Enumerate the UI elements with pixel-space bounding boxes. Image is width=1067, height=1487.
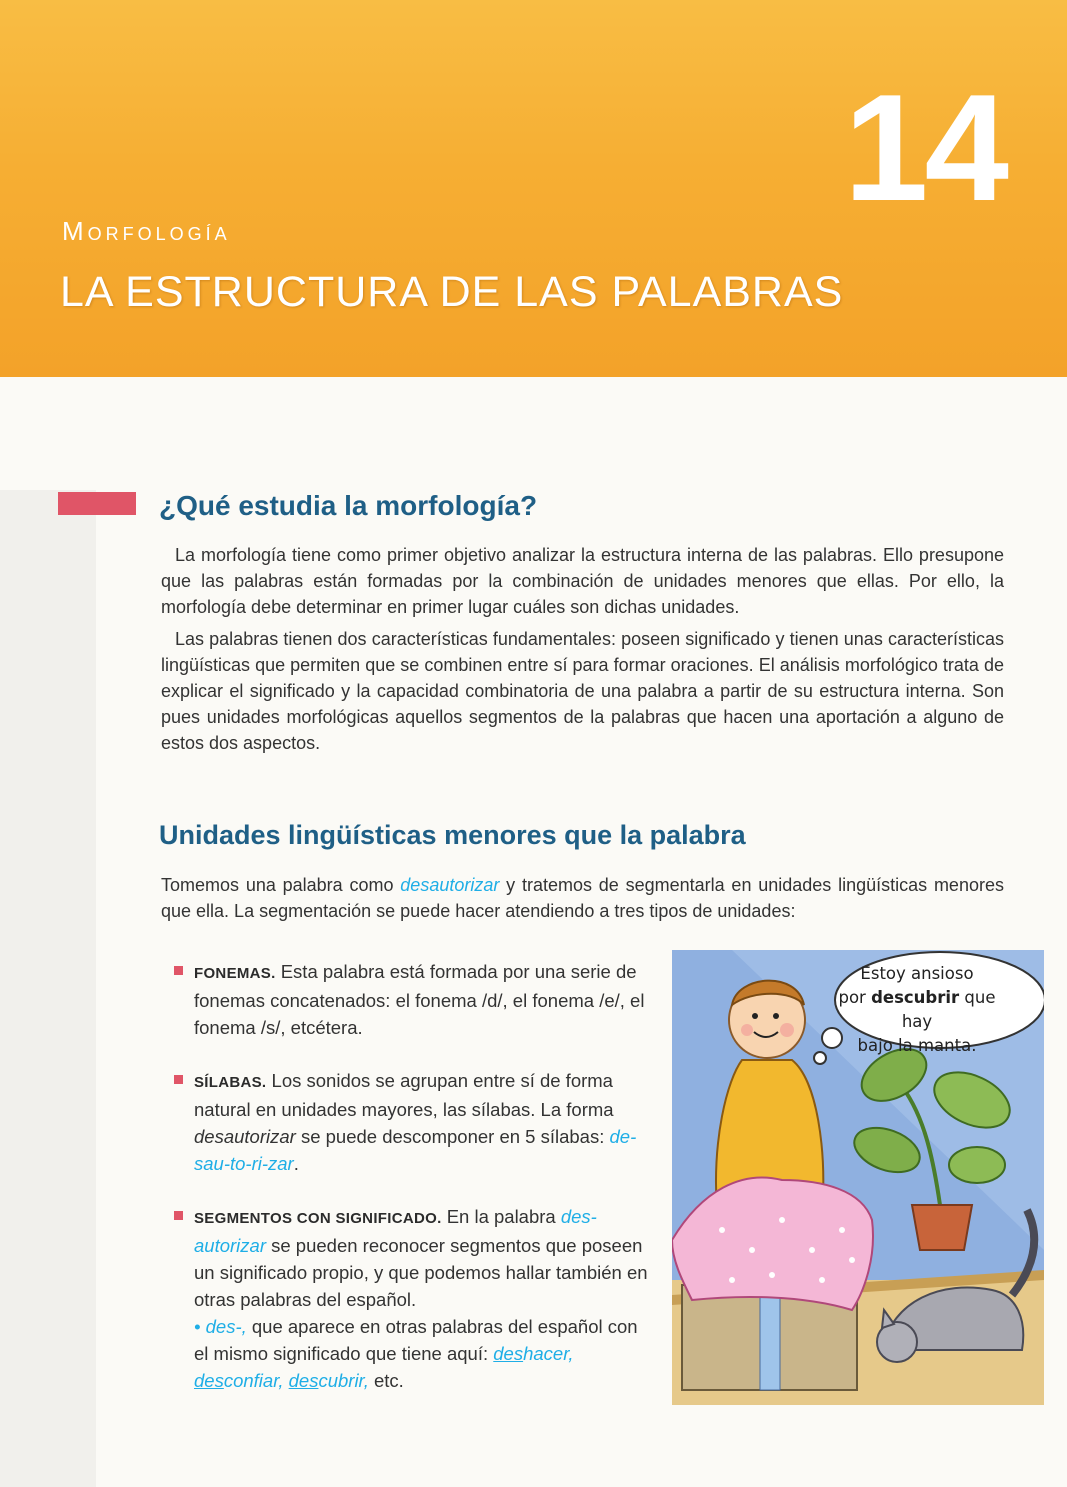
speech-bubble-text xyxy=(822,962,1012,1058)
fonemas-text: Esta palabra está formada por una serie de fonemas concatenados: el fonema /d/, el fonema /e/, el fonema /s/, etcétera. xyxy=(194,961,645,1038)
bubble-line-1: Estoy ansioso xyxy=(860,964,974,983)
term-segmentos: SEGMENTOS CON SIGNIFICADO. xyxy=(194,1210,442,1227)
silabas-text-2: se puede descomponer en 5 sílabas: xyxy=(300,1126,605,1147)
example-prefix: des xyxy=(288,1370,319,1391)
chapter-kicker: Morfología xyxy=(62,216,231,246)
example-descubrir xyxy=(289,1370,369,1391)
term-silabas: SÍLABAS. xyxy=(194,1074,267,1091)
sub-item-des xyxy=(194,1316,638,1391)
intro-text-after: y tratemos de segmentarla en unidades lingüísticas menores que ella. La segmentación se puede hacer atendiendo a tres tipos de unidades: xyxy=(161,875,1004,921)
bubble-line-2c: que hay xyxy=(901,988,996,1031)
silabas-end: . xyxy=(293,1153,299,1174)
intro-text-before: Tomemos una palabra como xyxy=(161,875,394,895)
list-item-fonemas xyxy=(174,958,652,1041)
examples-etc: etc. xyxy=(373,1370,404,1391)
paragraph-2: Las palabras tienen dos características fundamentales: poseen significado y tienen unas características lingüísticas que permiten que se combinen entre sí para formar oraciones. El análisis morfológico trata de explicar el significado y la capacidad combinatoria de una palabra a partir de su estructura interna. Son pues unidades morfológicas aquellos segmentos de la palabras que hacen una aportación a alguno de estos dos aspectos. xyxy=(161,629,1004,753)
term-fonemas: FONEMAS. xyxy=(194,965,276,982)
highlight-word: desautorizar xyxy=(400,875,500,895)
example-deshacer xyxy=(493,1343,573,1364)
segmentos-text: En la palabra xyxy=(446,1206,556,1227)
paragraph-1: La morfología tiene como primer objetivo analizar la estructura interna de las palabras. Ello presupone que las palabras están formadas por la combinación de unidades menores que ellas. Por ello, la morfología debe determinar en primer lugar cuáles son dichas unidades. xyxy=(161,545,1004,617)
example-rest: confiar, xyxy=(223,1370,284,1391)
example-rest: hacer, xyxy=(523,1343,574,1364)
syllable-split: de-sau-to-ri-zar xyxy=(194,1126,637,1174)
bubble-line-2a: por xyxy=(838,988,866,1007)
chapter-number: 14 xyxy=(843,63,1005,233)
bullet-square-icon xyxy=(174,1075,183,1084)
sub-prefix: • des-, xyxy=(194,1316,247,1337)
example-prefix: des xyxy=(194,1370,224,1391)
list-item-silabas xyxy=(174,1067,652,1177)
section-marker xyxy=(58,492,136,515)
example-rest: cubrir, xyxy=(318,1370,369,1391)
bubble-line-2b: descubrir xyxy=(871,988,960,1007)
silabas-text: Los sonidos se agrupan entre sí de forma natural en unidades mayores, las sílabas. La forma xyxy=(194,1070,614,1120)
segmentos-text-2: se pueden reconocer segmentos que poseen un significado propio, y que podemos hallar también en otras palabras del español. xyxy=(194,1235,648,1310)
example-desconfiar xyxy=(194,1370,283,1391)
bullet-square-icon xyxy=(174,1211,183,1220)
silabas-word: desautorizar xyxy=(194,1126,296,1147)
left-margin-strip xyxy=(0,490,96,1487)
bullet-square-icon xyxy=(174,966,183,975)
example-prefix: des xyxy=(493,1343,524,1364)
section-heading-morfologia: ¿Qué estudia la morfología? xyxy=(159,490,538,521)
sub-text: que aparece en otras palabras del español con el mismo significado que tiene aquí: xyxy=(194,1316,638,1364)
list-item-segmentos xyxy=(174,1203,652,1394)
unit-list xyxy=(174,958,652,1420)
bubble-line-3: bajo la manta. xyxy=(857,1036,977,1055)
page-title: LA ESTRUCTURA DE LAS PALABRAS xyxy=(60,268,844,316)
segmentos-word: des-autorizar xyxy=(194,1206,597,1256)
paragraph-intro xyxy=(161,872,1004,924)
section-heading-unidades: Unidades lingüísticas menores que la palabra xyxy=(159,820,746,850)
chapter-header xyxy=(0,0,1067,377)
